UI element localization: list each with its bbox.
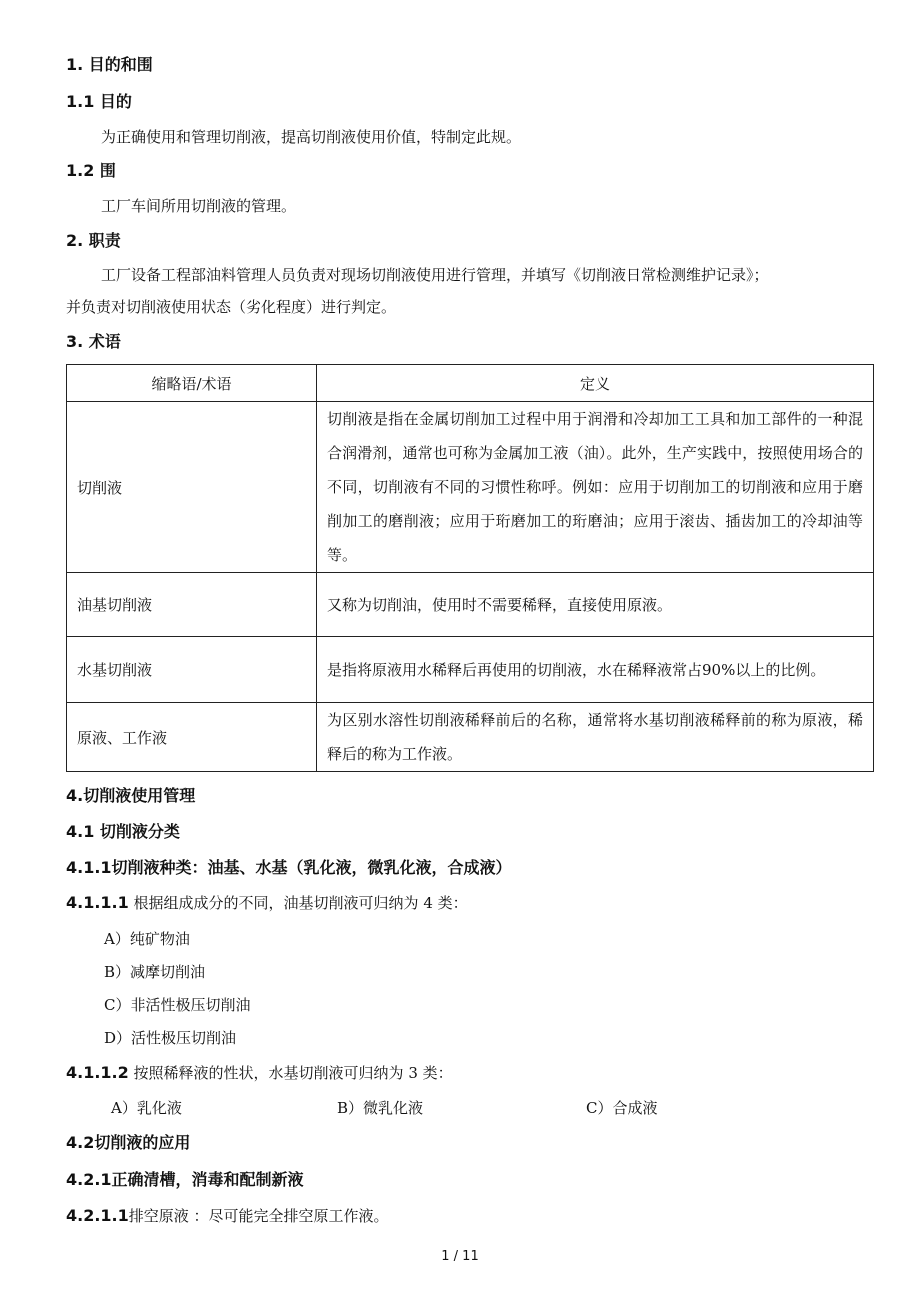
- section-1-heading: 1. 目的和围: [66, 55, 153, 74]
- table-row: [67, 703, 874, 772]
- oil-type-item: A）纯矿物油: [104, 930, 190, 948]
- terms-table: [66, 364, 874, 772]
- table-row: [67, 637, 874, 703]
- section-3-heading: 3. 术语: [66, 332, 121, 351]
- oil-type-item: B）减摩切削油: [104, 963, 206, 981]
- section-4-2-1-heading: 4.2.1正确清槽，消毒和配制新液: [66, 1170, 304, 1189]
- clause-number: 4.2.1.1: [66, 1206, 129, 1225]
- table-header-row: [67, 365, 874, 402]
- section-4-heading: 4.切削液使用管理: [66, 786, 196, 805]
- section-1-1-text: 为正确使用和管理切削液，提高切削液使用价值，特制定此规。: [101, 128, 522, 146]
- water-type-item: B）微乳化液: [337, 1099, 424, 1117]
- clause-number: 4.1.1.2: [66, 1063, 129, 1082]
- section-1-2-heading: 1.2 围: [66, 161, 116, 180]
- section-4-1-1-heading: 4.1.1切削液种类：油基、水基（乳化液，微乳化液，合成液）: [66, 858, 512, 877]
- clause-text: 按照稀释液的性状，水基切削液可归纳为 3 类：: [133, 1064, 453, 1082]
- section-1-1-heading: 1.1 目的: [66, 92, 132, 111]
- term-cell: 切削液: [67, 402, 317, 573]
- section-1-2-text: 工厂车间所用切削液的管理。: [101, 197, 297, 215]
- clause-number: 4.1.1.1: [66, 893, 129, 912]
- section-2-text-line2: 并负责对切削液使用状态（劣化程度）进行判定。: [66, 298, 397, 316]
- term-cell: 原液、工作液: [67, 703, 317, 772]
- definition-cell: 又称为切削油，使用时不需要稀释，直接使用原液。: [317, 573, 874, 637]
- water-type-item: C）合成液: [586, 1099, 658, 1117]
- section-2-text-line1: 工厂设备工程部油料管理人员负责对现场切削液使用进行管理，并填写《切削液日常检测维护记录》；: [101, 266, 769, 284]
- table-header-definition: 定义: [317, 365, 874, 402]
- section-4-2-1-1: [66, 1206, 389, 1226]
- definition-cell: 是指将原液用水稀释后再使用的切削液，水在稀释液常占90%以上的比例。: [317, 637, 874, 703]
- page-number: 1 / 11: [441, 1249, 479, 1264]
- table-row: [67, 402, 874, 573]
- section-2-heading: 2. 职责: [66, 231, 121, 250]
- water-type-item: A）乳化液: [111, 1099, 182, 1117]
- section-4-1-1-2: [66, 1063, 453, 1083]
- oil-type-item: D）活性极压切削油: [104, 1029, 237, 1047]
- table-row: [67, 573, 874, 637]
- definition-cell: 切削液是指在金属切削加工过程中用于润滑和冷却加工工具和加工部件的一种混合润滑剂，通常也可称为金属加工液（油）。此外，生产实践中，按照使用场合的不同，切削液有不同的习惯性称呼。例如：应用于切削加工的切削液和应用于磨削加工的磨削液；应用于珩磨加工的珩磨油；应用于滚齿、插齿加工的冷却油等等。: [317, 402, 874, 573]
- term-cell: 油基切削液: [67, 573, 317, 637]
- section-4-1-1-1: [66, 893, 468, 913]
- clause-text: 排空原液 ：尽可能完全排空原工作液。: [128, 1207, 389, 1225]
- definition-cell: 为区别水溶性切削液稀释前后的名称，通常将水基切削液稀释前的称为原液，稀释后的称为工作液。: [317, 703, 874, 772]
- table-header-term: 缩略语/术语: [67, 365, 317, 402]
- section-4-1-heading: 4.1 切削液分类: [66, 822, 180, 841]
- term-cell: 水基切削液: [67, 637, 317, 703]
- section-4-2-heading: 4.2切削液的应用: [66, 1133, 191, 1152]
- oil-type-item: C）非活性极压切削油: [104, 996, 251, 1014]
- clause-text: 根据组成成分的不同，油基切削液可归纳为 4 类：: [133, 894, 468, 912]
